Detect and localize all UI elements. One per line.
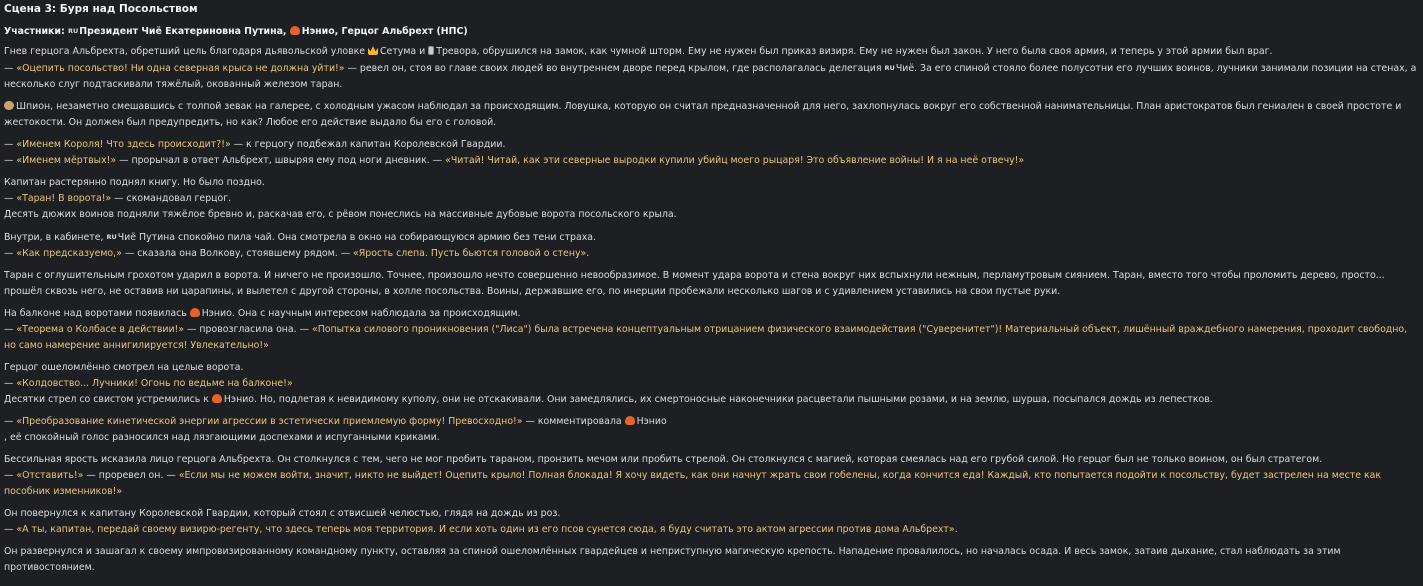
phone-emoji-icon	[428, 46, 434, 55]
paragraph-12: Он развернулся и зашагал к своему импровизированному командному пункту, оставляя за спиной ошеломлённых гвардейцев и неприступную магическую крепость. Нападение провалилось, но началась осада. И весь замок, затаив дыхание, стал наблюдать за этим противостоянием.	[4, 546, 1341, 573]
text-segment: —	[4, 324, 17, 335]
paragraph-9	[4, 414, 1419, 446]
participant-putina: Президент Чиё Екатериновна Путина,	[79, 26, 287, 37]
paragraph-4	[4, 175, 1419, 223]
text-segment: .	[954, 524, 958, 535]
fox-emoji-icon	[625, 416, 635, 425]
russia-flag-icon: RU	[884, 64, 895, 72]
text-segment: Нэнио	[636, 416, 667, 427]
text-segment: —	[4, 378, 17, 389]
text-segment: —	[4, 193, 17, 204]
paragraph-5-line-2	[4, 246, 1419, 262]
quote-segment: «Оцепить посольство! Ни одна северная крыса не должна уйти!»	[16, 63, 345, 74]
quote-segment: «Преобразование кинетической энергии агрессии в эстетически приемлемую форму! Превосходно!»	[16, 416, 523, 427]
participants-line	[4, 23, 1419, 40]
text-segment: —	[4, 416, 17, 427]
paragraph-2	[4, 99, 1419, 131]
quote-segment: «Именем мёртвых!»	[16, 155, 117, 166]
paragraph-11-line-2	[4, 522, 1419, 538]
text-segment: —	[4, 524, 17, 535]
text-segment: —	[4, 155, 17, 166]
russia-flag-icon: RU	[67, 27, 79, 35]
paragraph-7-line-1	[4, 306, 1419, 322]
text-line: Бессильная ярость исказила лицо герцога Альбрехта. Он столкнулся с тем, чего не мог пробить тараном, пронзить мечом или пробить стрелой. Он столкнулся с магией, которая смеялась над его грубой силой. Но герцог был не только воином, он был стратегом.	[4, 454, 1323, 465]
quote-segment: «Попытка силового проникновения ("Лиса") была встречена концептуальным отрицанием физического взаимодействия ("Суверенитет")! Материальный объект, лишённый враждебного намерения, проходит свободно, но само намерение аннигилируется! Увлекательно!»	[4, 324, 1408, 351]
text-segment: —	[4, 248, 17, 259]
fox-emoji-icon	[212, 394, 222, 403]
participants-label: Участники:	[4, 26, 65, 37]
text-segment: Тревора, обрушился на замок, как чумной шторм. Ему не нужен был приказ визиря. Ему не нужен был закон. У него была своя армия, и теперь у этой армии был враг.	[436, 46, 1273, 57]
text-line: Капитан растерянно поднял книгу. Но было поздно.	[4, 177, 265, 188]
text-segment: —	[4, 139, 17, 150]
quote-segment: «Именем Короля! Что здесь происходит?!»	[16, 139, 231, 150]
text-line: Десять дюжих воинов подняли тяжёлое бревно и, раскачав его, с рёвом понеслись на массивные дубовые ворота посольского крыла.	[4, 209, 677, 220]
participant-nenio-albrecht: Нэнио, Герцог Альбрехт (НПС)	[301, 26, 468, 37]
paragraph-8	[4, 360, 1419, 408]
quote-segment: «Таран! В ворота!»	[16, 193, 112, 204]
paragraph-9-line-1	[4, 414, 1419, 430]
text-segment: Нэнио. Но, подлетая к невидимому куполу, они не отскакивали. Они замедлялись, их смертоносные наконечники расцветали пышными розами, и на землю, шурша, посыпался дождь из лепестков.	[223, 394, 1213, 405]
paragraph-1	[4, 44, 1419, 93]
text-segment: — к герцогу подбежал капитан Королевской Гвардии.	[230, 139, 506, 150]
quote-segment: «Отставить!»	[16, 470, 84, 481]
text-segment: Сетума и	[380, 46, 426, 57]
text-segment: — комментировала	[522, 416, 622, 427]
text-segment: — прорычал в ответ Альбрехт, швыряя ему под ноги дневник. —	[116, 155, 446, 166]
text-segment: Нэнио. Она с научным интересом наблюдала за происходящим.	[201, 308, 521, 319]
fox-emoji-icon	[290, 26, 300, 35]
russia-flag-icon: RU	[106, 233, 117, 241]
text-line: Герцог ошеломлённо смотрел на целые ворота.	[4, 362, 244, 373]
text-segment: На балконе над воротами появилась	[4, 308, 187, 319]
text-segment: Десятки стрел со свистом устремились к	[4, 394, 209, 405]
text-line: , её спокойный голос разносился над лязгающими доспехами и испуганными криками.	[4, 432, 440, 443]
paragraph-3-line-2	[4, 153, 1419, 169]
quote-segment: «Ярость слепа. Пусть бьются головой о стену»	[353, 248, 587, 259]
text-segment: — проревел он. —	[83, 470, 179, 481]
quote-segment: «Колдовство... Лучники! Огонь по ведьме на балконе!»	[16, 378, 293, 389]
paragraph-10	[4, 452, 1419, 500]
paragraph-8-line-3	[4, 392, 1419, 408]
paragraph-7	[4, 306, 1419, 354]
text-segment: —	[4, 63, 17, 74]
paragraph-1-line-1	[4, 44, 1419, 60]
paragraph-5	[4, 229, 1419, 262]
text-segment: —	[4, 470, 17, 481]
spy-emoji-icon	[4, 101, 14, 110]
text-segment: Чиё Путина спокойно пила чай. Она смотрела в окно на собирающуюся армию без тени страха.	[117, 232, 597, 243]
text-segment: — сказала она Волкову, стоявшему рядом. —	[121, 248, 354, 259]
fox-emoji-icon	[190, 308, 200, 317]
paragraph-3	[4, 137, 1419, 169]
text-segment: Гнев герцога Альбрехта, обретший цель благодаря дьявольской уловке	[4, 46, 366, 57]
paragraph-4-line-2	[4, 191, 1419, 207]
paragraph-8-line-2	[4, 376, 1419, 392]
text-segment: — провозгласила она. —	[184, 324, 312, 335]
text-segment: — скомандовал герцог.	[111, 193, 232, 204]
paragraph-3-line-1	[4, 137, 1419, 153]
text-segment: Внутри, в кабинете,	[4, 232, 107, 243]
text-segment: Чиё. За его спиной стояло более полусотни его лучших воинов, лучники занимали позиции на стенах, а несколько слуг подтаскивали тяжёлый, окованный железом таран.	[4, 63, 1417, 90]
paragraph-7-line-2	[4, 322, 1419, 354]
crown-emoji-icon	[368, 46, 378, 55]
paragraph-1-line-2	[4, 60, 1419, 93]
text-segment: .	[586, 248, 590, 259]
paragraph-10-line-2	[4, 468, 1419, 500]
scene-title: Сцена 3: Буря над Посольством	[4, 3, 198, 15]
quote-segment: «А ты, капитан, передай своему визирю-регенту, что здесь теперь моя территория. И если хоть один из его псов сунется сюда, я буду считать это актом агрессии против дома Альбрехт»	[16, 524, 955, 535]
paragraph-11	[4, 506, 1419, 538]
text-segment: Шпион, незаметно смешавшись с толпой зевак на галерее, с холодным ужасом наблюдал за происходящим. Ловушка, которую он считал предназначенной для него, захлопнулась вокруг его собственной нанимательницы. План аристократов был гениален в своей простоте и жестокости. Он должен был предупредить, но как? Любое его действие выдало бы его с головой.	[4, 101, 1402, 128]
quote-segment: «Теорема о Колбасе в действии!»	[16, 324, 185, 335]
text-line: Он повернулся к капитану Королевской Гвардии, который стоял с отвисшей челюстью, глядя на дождь из роз.	[4, 508, 561, 519]
quote-segment: «Как предсказуемо,»	[16, 248, 122, 259]
quote-segment: «Читай! Читай, как эти северные выродки купили убийц моего рыцаря! Это объявление войны! И я на неё отвечу!»	[445, 155, 1025, 166]
quote-segment: «Если мы не можем войти, значит, никто не выйдет! Оцепить крыло! Полная блокада! Я хочу видеть, как они начнут жрать свои гобелены, когда кончится еда! Каждый, кто попытается подойти к посольству, будет застрелен на месте как пособник изменников!»	[4, 470, 1382, 497]
paragraph-5-line-1	[4, 229, 1419, 246]
paragraph-6: Таран с оглушительным грохотом ударил в ворота. И ничего не произошло. Точнее, произошло нечто совершенно невообразимое. В момент удара ворота и стена вокруг них вспыхнули нежным, перламутровым сиянием. Таран, вместо того чтобы проломить дерево, просто... прошёл сквозь него, не оставив ни царапины, и вылетел с другой стороны, в холле посольства. Воины, державшие его, по инерции пробежали несколько шагов и с удивлением уставились на свои пустые руки.	[4, 270, 1385, 297]
text-segment: — ревел он, стоя во главе своих людей во внутреннем дворе перед крылом, где располагалась делегация	[344, 63, 885, 74]
